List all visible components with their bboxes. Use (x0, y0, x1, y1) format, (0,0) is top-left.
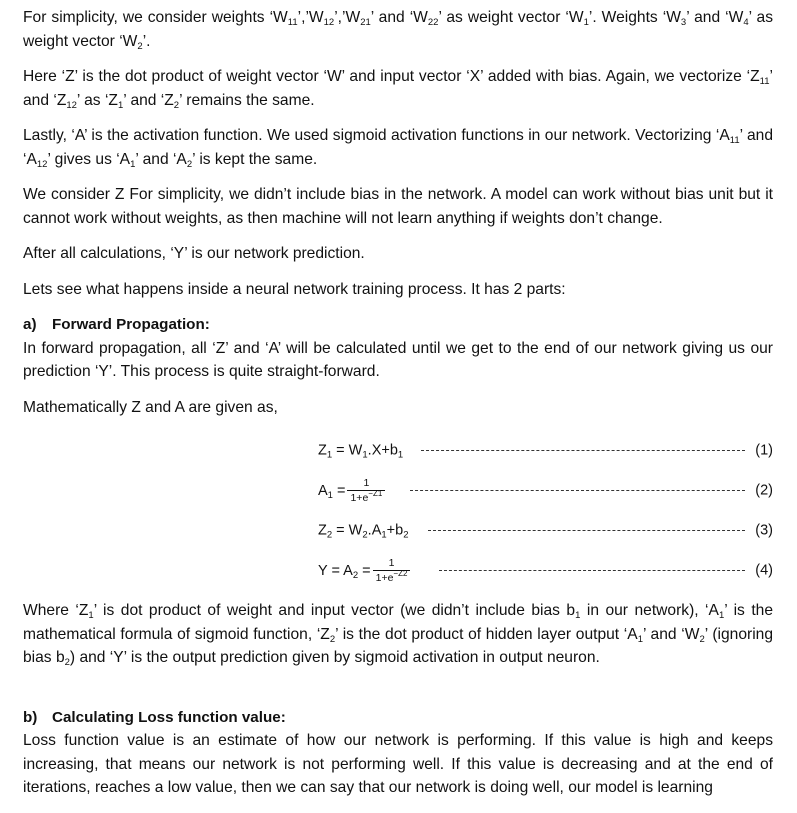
equation-3 (23, 511, 773, 551)
subscript: 1 (718, 610, 725, 621)
fraction-numerator: 1 (388, 557, 395, 569)
equation-expression (318, 519, 409, 543)
eq-text: Z (318, 442, 327, 459)
subscript: 21 (360, 17, 371, 28)
subscript: 4 (743, 17, 749, 28)
subscript: 1 (637, 633, 643, 645)
subscript: 1 (88, 610, 94, 621)
paragraph-bias: We consider Z For simplicity, we didn’t include bias in the network. A model can work without bias unit but it cannot work without weights, as then machine will not learn anything if weights don’t change. (23, 186, 773, 227)
dashed-leader (428, 530, 745, 531)
paragraph-forward-propagation: In forward propagation, all ‘Z’ and ‘A’ will be calculated until we get to the end of our network giving us our prediction ‘Y’. This process is quite straight-forward. (23, 339, 773, 380)
eq-text: = W (332, 522, 363, 539)
heading-number: a) (23, 316, 37, 333)
subscript: 1 (583, 17, 589, 28)
equation-4 (23, 551, 773, 591)
subscript: 12 (66, 99, 77, 111)
subscript: 1 (362, 449, 368, 461)
dashed-leader (410, 490, 745, 491)
text-run: in our network), ‘A (580, 602, 719, 619)
fraction (373, 557, 411, 585)
paragraph-weights (23, 6, 773, 53)
subscript: 2 (699, 633, 705, 645)
text-run: ’ and ‘Z (123, 91, 174, 109)
eq-text: = (332, 482, 346, 499)
eq-text: +b (386, 522, 404, 539)
equation-number: (3) (755, 522, 773, 539)
subscript: 11 (287, 17, 298, 28)
text-run: ’ and ‘W (642, 625, 700, 643)
equation-2 (23, 471, 773, 511)
eq-text: 1+e (350, 492, 369, 504)
equation-block (23, 431, 773, 591)
subscript: 2 (352, 569, 359, 581)
paragraph-math-intro: Mathematically Z and A are given as, (23, 398, 278, 416)
text-run: ’ and ‘Z (23, 68, 773, 109)
text-run: ’ as ‘Z (76, 91, 118, 109)
superscript: −Z1 (368, 489, 383, 498)
eq-text: .A (367, 522, 382, 539)
text-run: ’ remains the same. (179, 91, 315, 109)
fraction-numerator: 1 (363, 477, 370, 489)
text-run: ) and ‘Y’ is the output prediction given by sigmoid activation in output neuron. (69, 649, 600, 666)
heading-number: b) (23, 708, 38, 726)
eq-text: Z (318, 522, 327, 539)
text-run: Lastly, ‘A’ is the activation function. We used sigmoid activation functions in our network. Vectorizing ‘A (23, 127, 730, 144)
subscript: 2 (326, 529, 333, 541)
text-run: ’ and ‘W (370, 9, 428, 26)
text-run: ’,’W (334, 9, 361, 26)
subscript: 1 (327, 489, 333, 501)
text-run: ’ and ‘W (686, 9, 744, 26)
subscript: 2 (186, 158, 193, 170)
subscript: 1 (397, 449, 404, 461)
spacer (23, 670, 773, 706)
equation-number: (4) (755, 562, 773, 579)
heading-text: Calculating Loss function value: (52, 708, 286, 726)
subscript: 1 (117, 99, 124, 111)
paragraph-activation (23, 124, 773, 171)
text-run: Where ‘Z (23, 602, 89, 619)
text-run: For simplicity, we consider weights ‘W (23, 9, 288, 26)
eq-text: .X+b (367, 442, 398, 459)
fraction-denominator (347, 490, 385, 505)
text-run: ’ as weight vector ‘W (23, 9, 773, 50)
dashed-leader (439, 570, 745, 571)
equation-1 (23, 431, 773, 471)
text-run: ’. Weights ‘W (588, 9, 681, 26)
text-run: ’ and ‘A (23, 127, 773, 168)
subscript: 1 (130, 158, 136, 170)
subscript: 11 (729, 135, 740, 146)
subscript: 2 (329, 633, 336, 645)
equation-number: (1) (755, 442, 773, 459)
text-run: Here ‘Z’ is the dot product of weight vector ‘W’ and input vector ‘X’ added with bias. Again, we vectorize ‘Z (23, 68, 760, 85)
equation-number: (2) (755, 482, 773, 499)
equation-expression (318, 439, 403, 463)
subscript: 11 (759, 76, 770, 87)
paragraph-training-parts: Lets see what happens inside a neural network training process. It has 2 parts: (23, 280, 566, 298)
heading-forward-propagation (23, 313, 773, 337)
text-run: ’ is kept the same. (192, 150, 318, 168)
heading-text: Forward Propagation: (52, 316, 210, 333)
text-run: ’ is the dot product of hidden layer output ‘A (335, 625, 638, 643)
text-run: ’ and ‘A (135, 150, 187, 168)
text-run: ’. (142, 32, 151, 50)
subscript: 1 (326, 449, 333, 461)
subscript: 2 (137, 40, 143, 52)
eq-text: Y = A (318, 562, 353, 579)
eq-text: A (318, 482, 328, 499)
paragraph-prediction: After all calculations, ‘Y’ is our network prediction. (23, 245, 365, 262)
paragraph-explanation (23, 599, 773, 670)
eq-text: = (358, 562, 371, 579)
paragraph-dot-product (23, 65, 773, 112)
heading-loss-function (23, 706, 773, 730)
subscript: 12 (36, 158, 48, 170)
paragraph-loss-function: Loss function value is an estimate of how our network is performing. If this value is high and keeps increasing, that means our network is not performing well. If this value is decreasing and at the end of iterations, reaches a low value, then we can say that our network is doing well, our model is learning (23, 732, 773, 796)
text-run: ’ as weight vector ‘W (438, 9, 584, 26)
eq-text: 1+e (375, 572, 394, 584)
text-run: ’ gives us ‘A (47, 150, 131, 168)
eq-text: = W (332, 442, 363, 459)
fraction-denominator (373, 570, 411, 585)
subscript: 3 (680, 17, 687, 28)
subscript: 2 (173, 99, 180, 111)
subscript: 12 (323, 17, 335, 28)
subscript: 1 (381, 529, 387, 541)
subscript: 2 (403, 529, 409, 541)
dashed-leader (421, 450, 745, 451)
text-run: ’ is the mathematical formula of sigmoid function, ‘Z (23, 602, 773, 643)
subscript: 2 (362, 529, 368, 541)
text-run: ’ (ignoring bias b (23, 625, 773, 666)
fraction (347, 477, 385, 505)
subscript: 1 (575, 610, 581, 621)
equation-expression (318, 477, 385, 505)
superscript: −Z2 (393, 569, 408, 578)
subscript: 22 (427, 17, 439, 28)
text-run: ’ is dot product of weight and input vector (we didn’t include bias b (93, 602, 576, 619)
equation-expression (318, 557, 410, 585)
subscript: 2 (64, 657, 70, 668)
text-run: ’,’W (297, 9, 324, 26)
document-page (23, 6, 773, 812)
